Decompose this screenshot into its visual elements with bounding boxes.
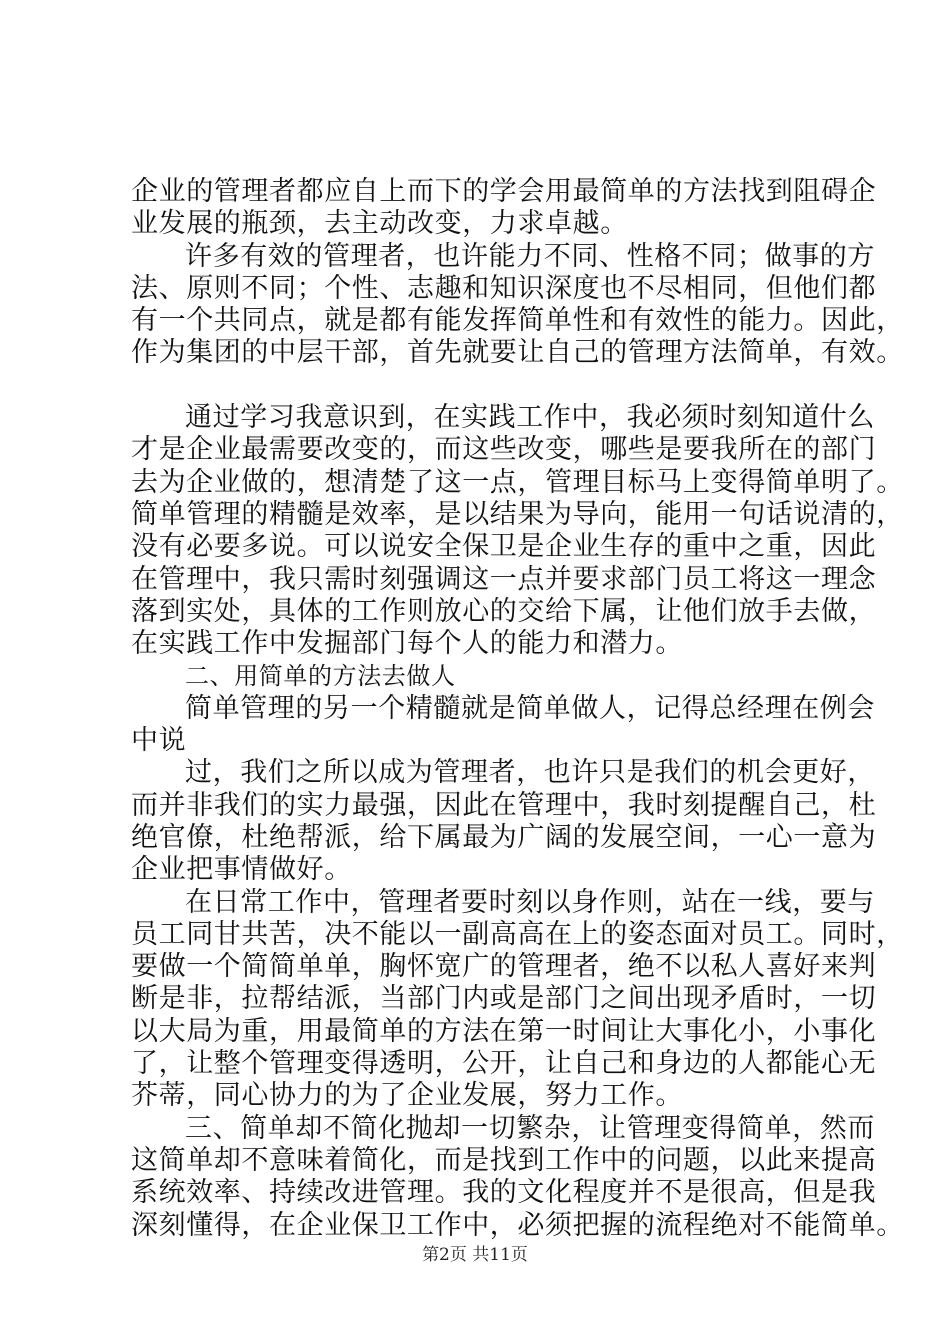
text-line: 作为集团的中层干部，首先就要让自己的管理方法简单，有效。 xyxy=(131,337,904,369)
text-line: 系统效率、持续改进管理。我的文化程度并不是很高，但是我 xyxy=(131,1177,877,1209)
text-line: 才是企业最需要改变的，而这些改变，哪些是要我所在的部门 xyxy=(131,434,877,466)
text-line: 深刻懂得，在企业保卫工作中，必须把握的流程绝对不能简单。 xyxy=(131,1209,904,1241)
text-line: 以大局为重，用最简单的方法在第一时间让大事化小，小事化 xyxy=(131,1015,877,1047)
text-line: 这简单却不意味着简化，而是找到工作中的问题，以此来提高 xyxy=(131,1144,877,1176)
text-line: 中说 xyxy=(131,725,187,757)
text-line: 许多有效的管理者，也许能力不同、性格不同；做事的方 xyxy=(185,240,875,272)
section-heading: 二、用简单的方法去做人 xyxy=(185,662,456,691)
text-line: 企业的管理者都应自上而下的学会用最简单的方法找到阻碍企 xyxy=(131,176,877,207)
text-line: 断是非，拉帮结派，当部门内或是部门之间出现矛盾时，一切 xyxy=(131,983,877,1015)
text-line: 了，让整个管理变得透明，公开，让自己和身边的人都能心无 xyxy=(131,1048,877,1080)
text-line: 员工同甘共苦，决不能以一副高高在上的姿态面对员工。同时， xyxy=(131,918,904,950)
text-line: 有一个共同点，就是都有能发挥简单性和有效性的能力。因此， xyxy=(131,305,904,337)
text-line: 要做一个简简单单，胸怀宽广的管理者，绝不以私人喜好来判 xyxy=(131,951,877,983)
text-line: 芥蒂，同心协力的为了企业发展，努力工作。 xyxy=(131,1080,683,1112)
text-line: 通过学习我意识到，在实践工作中，我必须时刻知道什么 xyxy=(185,402,875,434)
text-line: 绝官僚，杜绝帮派，给下属最为广阔的发展空间，一心一意为 xyxy=(131,821,877,853)
text-line: 法、原则不同；个性、志趣和知识深度也不尽相同，但他们都 xyxy=(131,272,877,304)
text-line: 业发展的瓶颈，去主动改变，力求卓越。 xyxy=(131,208,628,240)
text-line: 在实践工作中发掘部门每个人的能力和潜力。 xyxy=(131,628,683,660)
text-line: 落到实处，具体的工作则放心的交给下属，让他们放手去做， xyxy=(131,595,877,627)
text-line: 企业把事情做好。 xyxy=(131,854,352,886)
text-line: 没有必要多说。可以说安全保卫是企业生存的重中之重，因此 xyxy=(131,531,877,563)
text-line: 而并非我们的实力最强，因此在管理中，我时刻提醒自己，杜 xyxy=(131,789,877,821)
text-line: 过，我们之所以成为管理者，也许只是我们的机会更好， xyxy=(185,757,875,789)
text-line: 去为企业做的，想清楚了这一点，管理目标马上变得简单明了。 xyxy=(131,466,904,498)
text-line: 在管理中，我只需时刻强调这一点并要求部门员工将这一理念 xyxy=(131,563,877,595)
text-line: 简单管理的精髓是效率，是以结果为导向，能用一句话说清的， xyxy=(131,498,904,530)
document-body xyxy=(131,176,904,1242)
text-line: 三、简单却不简化抛却一切繁杂，让管理变得简单，然而 xyxy=(185,1112,875,1144)
page-number: 第2页 共11页 xyxy=(422,1245,528,1265)
blank-line xyxy=(131,370,851,402)
text-line: 在日常工作中，管理者要时刻以身作则，站在一线，要与 xyxy=(185,886,875,918)
text-line: 简单管理的另一个精髓就是简单做人，记得总经理在例会 xyxy=(185,692,875,724)
